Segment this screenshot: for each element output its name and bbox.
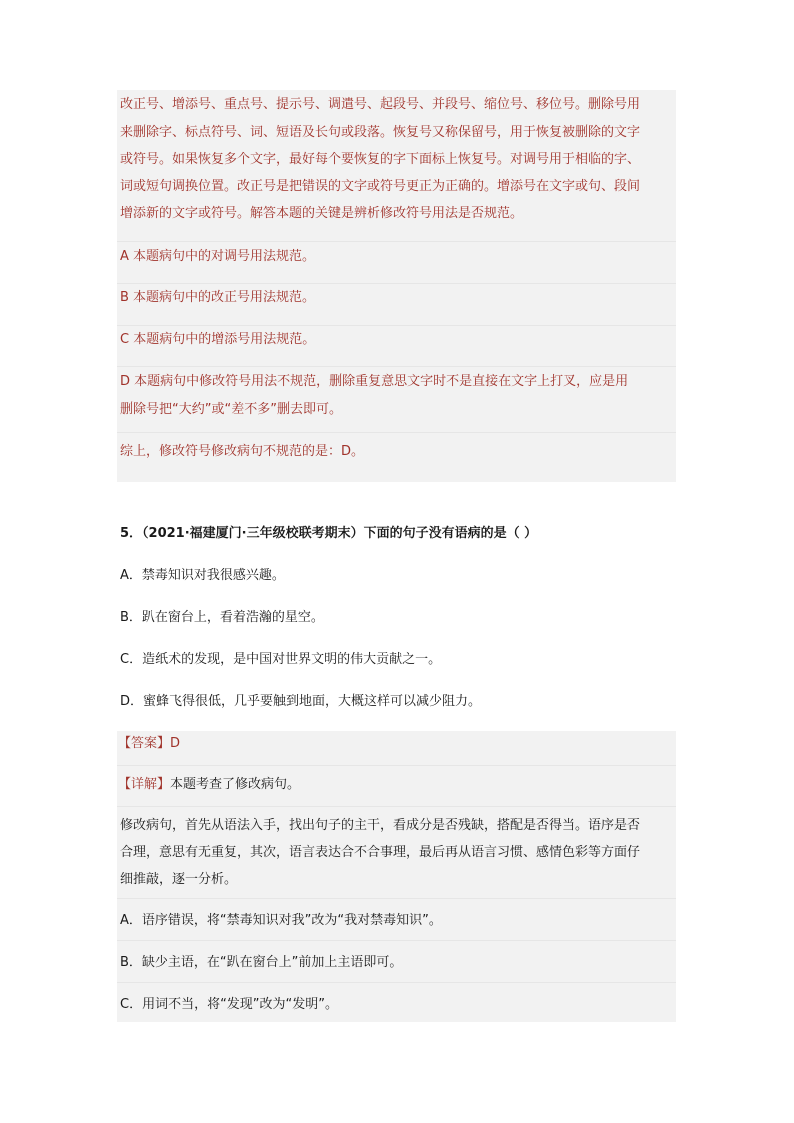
analysis-c: C．用词不当，将“发现”改为“发明”。 xyxy=(120,997,339,1012)
question-option-a: A．禁毒知识对我很感兴趣。 xyxy=(120,568,285,583)
detail-tag: 【详解】 xyxy=(118,777,171,792)
paragraph-line: 改正号、增添号、重点号、提示号、调遣号、起段号、并段号、缩位号、移位号。删除号用 xyxy=(120,97,641,112)
paragraph-line: 词或短句调换位置。改正号是把错误的文字或符号更正为正确的。增添号在文字或句、段间 xyxy=(120,179,641,194)
divider xyxy=(117,765,676,766)
option-a-analysis: A 本题病句中的对调号用法规范。 xyxy=(120,249,316,264)
answer-value: D xyxy=(170,736,181,751)
question-option-b: B．趴在窗台上，看着浩瀚的星空。 xyxy=(120,610,324,625)
conclusion: 综上，修改符号修改病句不规范的是：D。 xyxy=(120,444,365,459)
paragraph-line: 修改病句，首先从语法入手，找出句子的主干，看成分是否残缺，搭配是否得当。语序是否 xyxy=(120,818,641,833)
detail-line xyxy=(118,776,300,794)
divider xyxy=(117,241,676,242)
analysis-a: A．语序错误，将“禁毒知识对我”改为“我对禁毒知识”。 xyxy=(120,913,442,928)
paragraph-line: 来删除字、标点符号、词、短语及长句或段落。恢复号又称保留号，用于恢复被删除的文字 xyxy=(120,125,641,140)
answer-tag: 【答案】 xyxy=(118,736,171,751)
explanation-block-1 xyxy=(117,90,676,482)
analysis-b: B．缺少主语，在“趴在窗台上”前加上主语即可。 xyxy=(120,955,403,970)
paragraph-line: 增添新的文字或符号。解答本题的关键是辨析修改符号用法是否规范。 xyxy=(120,206,524,221)
question-5-title: 5．（2021·福建厦门·三年级校联考期末）下面的句子没有语病的是（ ） xyxy=(120,526,538,541)
option-c-analysis: C 本题病句中的增添号用法规范。 xyxy=(120,332,316,347)
option-d-analysis: D 本题病句中修改符号用法不规范，删除重复意思文字时不是直接在文字上打叉，应是用 xyxy=(120,374,629,389)
answer-line xyxy=(118,735,180,753)
divider xyxy=(117,283,676,284)
divider xyxy=(117,366,676,367)
paragraph-line: 或符号。如果恢复多个文字，最好每个要恢复的字下面标上恢复号。对调号用于相临的字、 xyxy=(120,152,641,167)
divider xyxy=(117,806,676,807)
divider xyxy=(117,940,676,941)
divider xyxy=(117,432,676,433)
divider xyxy=(117,982,676,983)
divider xyxy=(117,898,676,899)
divider xyxy=(117,325,676,326)
option-b-analysis: B 本题病句中的改正号用法规范。 xyxy=(120,290,316,305)
question-option-c: C．造纸术的发现，是中国对世界文明的伟大贡献之一。 xyxy=(120,652,442,667)
paragraph-line: 合理，意思有无重复，其次，语言表达合不合事理，最后再从语言习惯、感情色彩等方面仔 xyxy=(120,845,641,860)
detail-text: 本题考查了修改病句。 xyxy=(170,777,301,792)
option-d-analysis: 删除号把“大约”或“差不多”删去即可。 xyxy=(120,402,342,417)
paragraph-line: 细推敲，逐一分析。 xyxy=(120,872,238,887)
question-option-d: D．蜜蜂飞得很低，几乎要触到地面，大概这样可以减少阻力。 xyxy=(120,694,482,709)
